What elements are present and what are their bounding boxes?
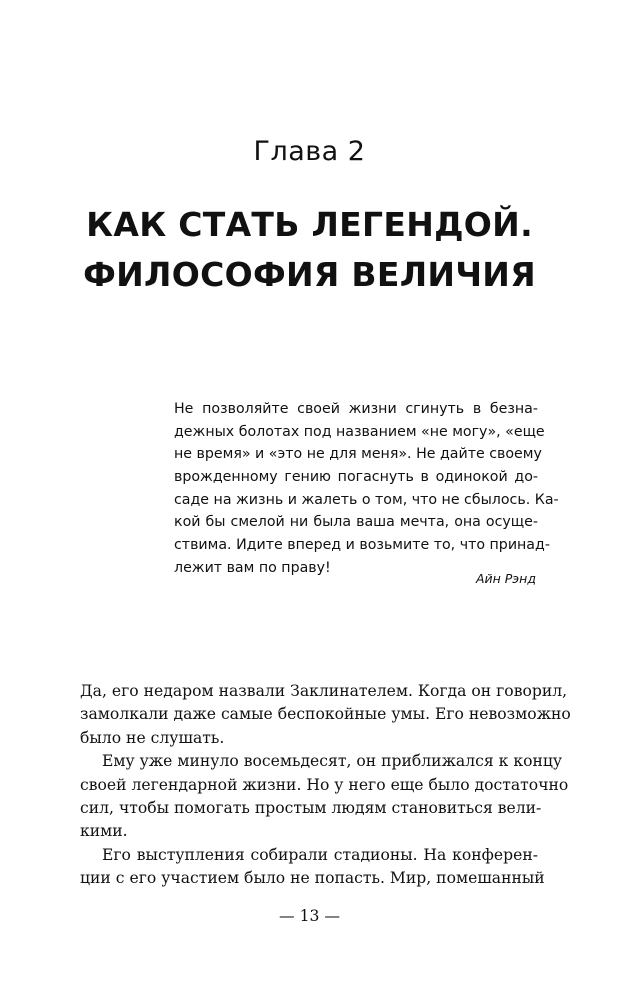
body-line: ции с его участием было не попасть. Мир, помешанный [80,869,545,888]
epigraph-line: врожденному гению погаснуть в одинокой до- [174,469,538,486]
chapter-number: Глава 2 [253,136,366,167]
page-number: — 13 — [279,907,340,925]
body-line: кими. [80,822,128,841]
body-line: сил, чтобы помогать простым людям становиться вели- [80,798,542,817]
epigraph-line: лежит вам по праву! [174,559,331,576]
body-line: Ему уже минуло восемьдесят, он приближался к концу [102,752,563,771]
epigraph-line: не время» и «это не для меня». Не дайте своему [174,446,542,463]
chapter-title-line: ФИЛОСОФИЯ ВЕЛИЧИЯ [83,255,536,294]
epigraph-line: Не позволяйте своей жизни сгинуть в безна- [174,401,538,417]
body-line: своей легендарной жизни. Но у него еще было достаточно [80,775,569,794]
body-line: было не слушать. [80,728,225,747]
body-line: замолкали даже самые беспокойные умы. Его невозможно [80,705,571,724]
epigraph-line: ствима. Идите вперед и возьмите то, что принад- [174,537,550,554]
chapter-title [0,200,619,300]
body-text [80,680,571,891]
body-line: Его выступления собирали стадионы. На конферен- [102,845,538,864]
epigraph-author: Айн Рэнд [475,571,536,586]
chapter-title-line: КАК СТАТЬ ЛЕГЕНДОЙ. [86,205,533,244]
epigraph-quote [174,398,559,580]
epigraph-line: дежных болотах под названием «не могу», «еще [174,423,545,440]
epigraph-line: кой бы смелой ни была ваша мечта, она осуще- [174,514,538,531]
epigraph-line: саде на жизнь и жалеть о том, что не сбылось. Ка- [174,491,559,508]
body-line: Да, его недаром назвали Заклинателем. Когда он говорил, [80,682,568,700]
